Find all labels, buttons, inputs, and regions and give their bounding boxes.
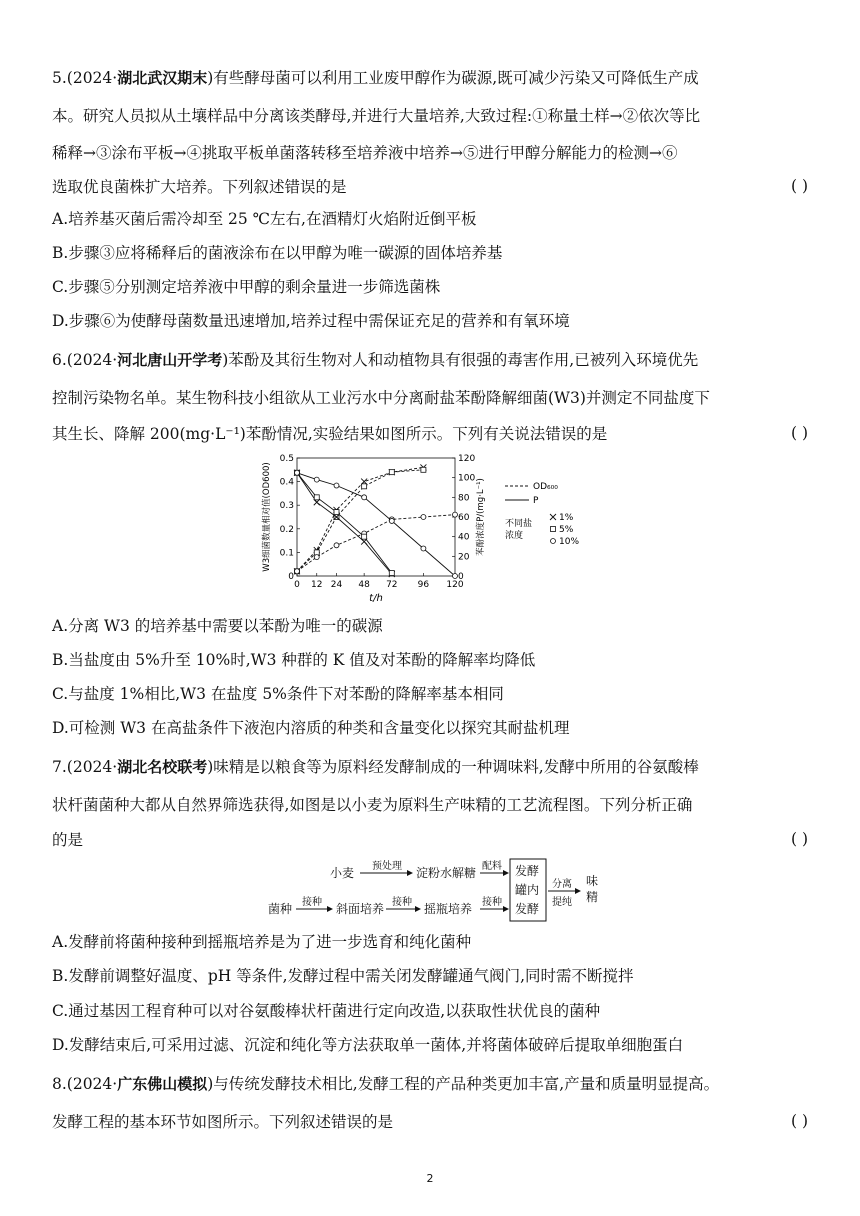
flow-starch-sugar: 淀粉水解糖 xyxy=(416,866,477,880)
q7-option-a: A.发酵前将菌种接种到摇瓶培养是为了进一步选育和纯化菌种 xyxy=(52,933,472,951)
q8-source: 广东佛山模拟 xyxy=(117,1075,208,1093)
q5-source: 湖北武汉期末 xyxy=(117,69,208,87)
q7-stem-line3: 的是 xyxy=(52,831,84,849)
y-left-tick-label: 0.2 xyxy=(279,524,294,535)
legend-marker-10 xyxy=(551,539,556,544)
flow-strain: 菌种 xyxy=(268,902,293,916)
flow-tank-text-1: 发酵 xyxy=(515,864,540,878)
flow-separate-label: 分离 xyxy=(552,879,572,890)
q6-stem-line1: 6.(2024·河北唐山开学考)苯酚及其衍生物对人和动植物具有很强的毒害作用,已被列入环境优先 xyxy=(52,351,699,369)
data-point-p-circle xyxy=(389,518,394,523)
data-point-p-square xyxy=(362,534,367,539)
q5-option-d: D.步骤⑥为使酵母菌数量迅速增加,培养过程中需保证充足的营养和有氧环境 xyxy=(52,312,570,330)
flow-mix-label: 配料 xyxy=(482,861,502,872)
y-right-tick-label: 60 xyxy=(458,513,470,523)
data-point-p-circle xyxy=(453,574,458,579)
q5-option-c: C.步骤⑤分别测定培养液中甲醇的剩余量进一步筛选菌株 xyxy=(52,278,441,296)
flow-inoculate-label-2: 接种 xyxy=(392,897,412,908)
q8-answer-blank: ( ) xyxy=(790,1112,808,1130)
flow-inoculate-label-3: 接种 xyxy=(482,897,502,908)
q6-option-b: B.当盐度由 5%升至 10%时,W3 种群的 K 值及对苯酚的降解率均降低 xyxy=(52,651,536,669)
y-right-tick-label: 80 xyxy=(458,493,470,504)
q7-stem-line1: 7.(2024·湖北名校联考)味精是以粮食等为原料经发酵制成的一种调味料,发酵中所用的谷氨酸棒 xyxy=(52,758,699,776)
flow-shake-culture: 摇瓶培养 xyxy=(424,902,473,916)
q6-stem-line3: 其生长、降解 200(mg·L⁻¹)苯酚情况,实验结果如图所示。下列有关说法错误的是 xyxy=(52,425,608,443)
data-point-od-square xyxy=(421,467,426,472)
q5-stem-line2: 本。研究人员拟从土壤样品中分离该类酵母,并进行大量培养,大致过程:①称量土样→②依次等比 xyxy=(52,107,701,125)
q7-option-c: C.通过基因工程育种可以对谷氨酸棒状杆菌进行定向改造,以获取性状优良的菌种 xyxy=(52,1002,601,1020)
data-point-p-square xyxy=(314,495,319,500)
y-right-tick-label: 40 xyxy=(458,532,470,543)
y-left-axis-label: W3细菌数量相对值(OD600) xyxy=(262,462,272,572)
q6-option-c: C.与盐度 1%相比,W3 在盐度 5%条件下对苯酚的降解率基本相同 xyxy=(52,685,504,703)
q7-option-b: B.发酵前调整好温度、pH 等条件,发酵过程中需关闭发酵罐通气阀门,同时需不断搅拌 xyxy=(52,967,634,985)
data-point-od-circle xyxy=(453,512,458,517)
flow-tank-text-2: 罐内 xyxy=(515,883,540,897)
salinity-phenol-chart xyxy=(255,450,615,612)
y-right-tick-label: 100 xyxy=(458,473,476,484)
data-point-p-circle xyxy=(362,495,367,500)
q5-stem-line4: 选取优良菌株扩大培养。下列叙述错误的是 xyxy=(52,178,347,196)
flow-wheat: 小麦 xyxy=(330,866,355,880)
x-tick-label: 12 xyxy=(311,580,323,590)
flow-tank-text-3: 发酵 xyxy=(515,902,540,916)
legend-group-label-line1: 不同盐 xyxy=(505,519,533,529)
data-point-p-circle xyxy=(334,483,339,488)
legend-10pct: 10% xyxy=(559,537,580,547)
q6-option-d: D.可检测 W3 在高盐条件下液泡内溶质的种类和含量变化以探究其耐盐机理 xyxy=(52,719,570,737)
q7-answer-blank: ( ) xyxy=(790,830,808,848)
legend-1pct: 1% xyxy=(559,513,574,523)
y-left-tick-label: 0.5 xyxy=(279,454,294,464)
legend-group-label-line2: 浓度 xyxy=(505,531,524,541)
x-tick-label: 72 xyxy=(386,580,398,590)
q5-stem-line3: 稀释→③涂布平板→④挑取平板单菌落转移至培养液中培养→⑤进行甲醇分解能力的检测→⑥ xyxy=(52,144,678,162)
q8-stem-line2: 发酵工程的基本环节如图所示。下列叙述错误的是 xyxy=(52,1113,394,1131)
data-point-p-circle xyxy=(421,546,426,551)
q7-stem-line2: 状杆菌菌种大都从自然界筛选获得,如图是以小麦为原料生产味精的工艺流程图。下列分析正确 xyxy=(52,796,693,814)
data-point-od-circle xyxy=(295,569,300,574)
q5-answer-blank: ( ) xyxy=(790,177,808,195)
data-point-od-square xyxy=(362,484,367,489)
x-tick-label: 0 xyxy=(294,580,300,590)
q8-stem-line1: 8.(2024·广东佛山模拟)与传统发酵技术相比,发酵工程的产品种类更加丰富,产量和质量明显提高。 xyxy=(52,1075,720,1093)
q5-option-b: B.步骤③应将稀释后的菌液涂布在以甲醇为唯一碳源的固体培养基 xyxy=(52,244,503,262)
flow-pretreat-label: 预处理 xyxy=(372,861,402,872)
x-tick-label: 48 xyxy=(358,580,370,590)
x-tick-label: 24 xyxy=(330,580,343,590)
y-right-tick-label: 0 xyxy=(458,572,464,582)
chart-frame xyxy=(297,458,455,576)
y-right-tick-label: 20 xyxy=(458,552,470,563)
legend-od-label: OD₆₀₀ xyxy=(533,482,558,492)
y-right-tick-label: 120 xyxy=(458,454,476,464)
flow-msg-2: 精 xyxy=(586,890,599,904)
legend-marker-1 xyxy=(550,514,556,520)
data-point-od-square xyxy=(389,470,394,475)
x-tick-label: 120 xyxy=(446,580,464,590)
q7-source: 湖北名校联考 xyxy=(117,758,208,776)
data-point-p-circle xyxy=(314,477,319,482)
flow-slant-culture: 斜面培养 xyxy=(336,902,385,916)
series-line-p-circle xyxy=(297,473,455,576)
x-axis-label: t/h xyxy=(369,593,383,604)
q6-answer-blank: ( ) xyxy=(790,424,808,442)
legend-marker-5 xyxy=(551,527,556,532)
data-point-od-square xyxy=(314,550,319,555)
flow-inoculate-label-1: 接种 xyxy=(302,897,322,908)
q6-stem-line2: 控制污染物名单。某生物科技小组欲从工业污水中分离耐盐苯酚降解细菌(W3)并测定不同盐度下 xyxy=(52,389,710,407)
q6-option-a: A.分离 W3 的培养基中需要以苯酚为唯一的碳源 xyxy=(52,617,383,635)
q6-source: 河北唐山开学考 xyxy=(117,351,223,369)
flow-msg-1: 味 xyxy=(586,874,599,888)
data-point-p-circle xyxy=(295,470,300,475)
data-point-p-square xyxy=(334,510,339,515)
q5-stem-line1: 5.(2024·湖北武汉期末)有些酵母菌可以利用工业废甲醇作为碳源,既可减少污染又可降低生产成 xyxy=(52,69,699,87)
q7-option-d: D.发酵结束后,可采用过滤、沉淀和纯化等方法获取单一菌体,并将菌体破碎后提取单细胞蛋白 xyxy=(52,1036,684,1054)
data-point-od-circle xyxy=(334,543,339,548)
y-left-tick-label: 0.4 xyxy=(279,477,294,488)
x-tick-label: 96 xyxy=(417,580,430,590)
data-point-p-square xyxy=(389,571,394,576)
y-right-axis-label: 苯酚浓度P/(mg·L⁻¹) xyxy=(476,478,486,556)
series-line-p-x xyxy=(297,473,392,574)
flow-purify-label: 提纯 xyxy=(552,897,572,908)
data-point-od-circle xyxy=(314,555,319,560)
legend-5pct: 5% xyxy=(559,525,574,535)
data-point-od-circle xyxy=(421,515,426,520)
q5-option-a: A.培养基灭菌后需冷却至 25 ℃左右,在酒精灯火焰附近倒平板 xyxy=(52,210,477,228)
page-number: 2 xyxy=(426,1172,434,1185)
y-left-tick-label: 0.1 xyxy=(279,548,294,559)
legend-p-label: P xyxy=(533,496,539,506)
y-left-tick-label: 0.3 xyxy=(279,501,294,512)
msg-process-flow-diagram xyxy=(260,855,620,925)
y-left-tick-label: 0 xyxy=(288,572,294,582)
